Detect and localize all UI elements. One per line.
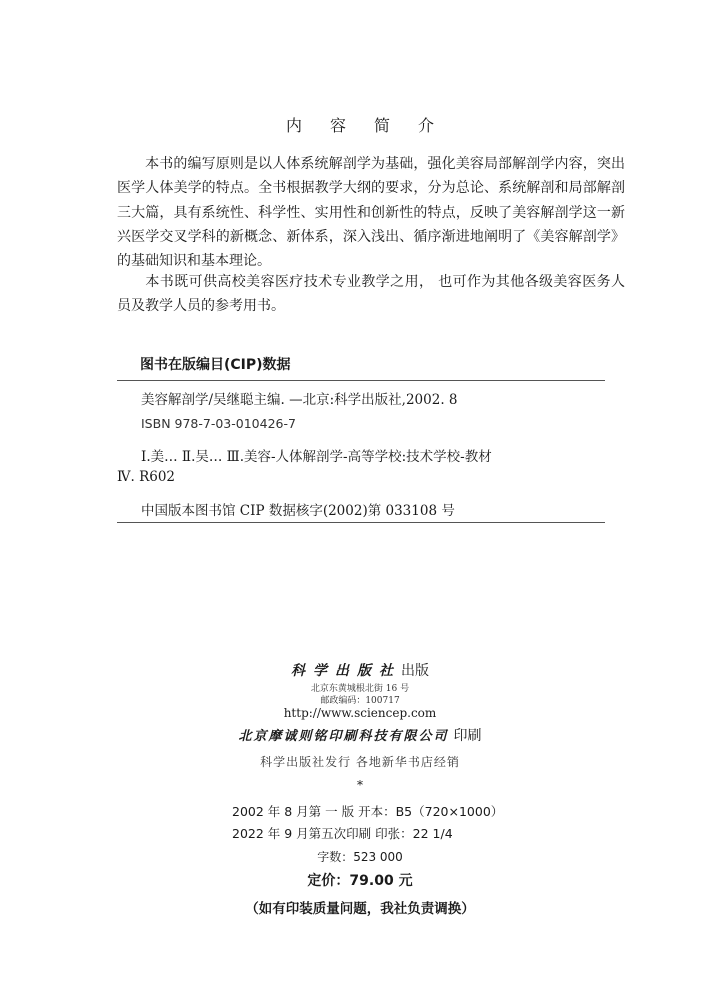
publisher-url: http://www.sciencep.com [283,706,437,720]
intro-paragraph-1 [117,152,625,273]
publisher-address: 北京东黄城根北街 16 号 [310,684,410,694]
printer-name: 北京摩诚则铭印刷科技有限公司 [238,729,449,744]
intro-title: 内容简介 [285,116,462,135]
cip-subject-line: Ⅰ.美… Ⅱ.吴… Ⅲ.美容-人体解剖学-高等学校:技术学校-教材 [141,449,492,465]
price: 定价：79.00 元 [307,873,413,889]
cip-title-line: 美容解剖学/吴继聪主编. —北京:科学出版社,2002. 8 [141,392,458,408]
printing-line: 2022 年 9 月第五次印刷 印张：22 1/4 [232,826,453,841]
distribution-line: 科学出版社发行 各地新华书店经销 [260,755,460,769]
cip-bottom-rule [117,522,605,523]
printer-suffix: 印刷 [453,728,482,744]
cip-heading: 图书在版编目(CIP)数据 [140,357,291,373]
intro-paragraph-2-text: 本书既可供高校美容医疗技术专业教学之用， 也可作为其他各级美容医务人员及教学人员的参考用书。 [117,274,625,315]
word-count: 字数：523 000 [317,850,403,864]
edition-line: 2002 年 8 月第 一 版 开本：B5（720×1000） [232,804,504,819]
cip-top-rule [117,380,605,381]
publisher-postcode: 邮政编码：100717 [320,696,400,706]
publisher-name: 科学出版社 [291,663,401,679]
intro-paragraph-2 [117,270,625,319]
printer-line [0,725,720,745]
intro-paragraph-1-text: 本书的编写原则是以人体系统解剖学为基础，强化美容局部解剖学内容，突出医学人体美学的特点。全书根据教学大纲的要求，分为总论、系统解剖和局部解剖三大篇，具有系统性、科学性、实用性和创新性的特点，反映了美容解剖学这一新兴医学交叉学科的新概念、新体系，深入浅出、循序渐进地阐明了《美容解剖学》的基础知识和基本理论。 [117,156,625,270]
separator-asterisk: * [357,778,363,792]
quality-notice: （如有印装质量问题，我社负责调换） [245,901,475,917]
cip-record-number: 中国版本图书馆 CIP 数据核字(2002)第 033108 号 [141,503,455,519]
cip-classification: Ⅳ. R602 [117,469,176,485]
cip-isbn: ISBN 978-7-03-010426-7 [141,416,296,431]
publisher-line [0,660,720,680]
publisher-suffix: 出版 [401,663,429,679]
